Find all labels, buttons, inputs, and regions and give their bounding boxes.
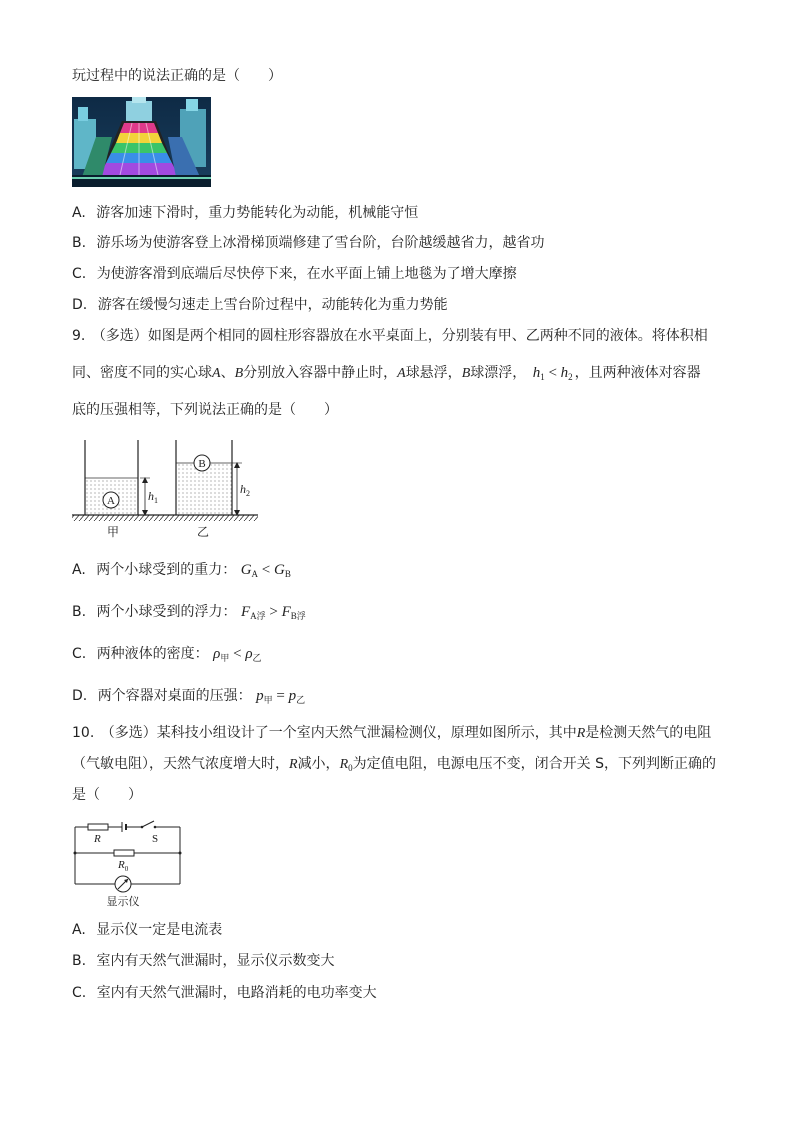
option-label: A. [72, 205, 86, 221]
meter-label: 显示仪 [106, 895, 140, 908]
svg-text:h2: $h_2$ [240, 482, 250, 498]
q8-stem-tail: 玩过程中的说法正确的是（ ） [72, 68, 282, 84]
option-text: 为使游客滑到底端后尽快停下来，在水平面上铺上地毯为了增大摩擦 [96, 266, 517, 282]
q9-option-b[interactable]: B. 两个小球受到的浮力： $F_{A浮} > F_{B浮}$ [72, 604, 306, 621]
q8-option-c[interactable] [72, 264, 517, 284]
q10-stem-line-3: 是（ ） [72, 787, 142, 803]
q10-option-b[interactable]: B. 室内有天然气泄漏时，显示仪示数变大 [72, 953, 335, 969]
q10-option-a[interactable]: A. 显示仪一定是电流表 [72, 922, 223, 938]
q9-option-c[interactable]: C. 两种液体的密度： $\rho_甲 < \rho_乙$ [72, 646, 262, 663]
svg-text:h1: $h_1$ [148, 489, 158, 505]
option-text: 游乐场为使游客登上冰滑梯顶端修建了雪台阶，台阶越缓越省力，越省功 [96, 235, 545, 251]
option-label: C. [72, 266, 87, 282]
q9-stem-line-1: 9. （多选）如图是两个相同的圆柱形容器放在水平桌面上，分别装有甲、乙两种不同的液体。将体积相 [72, 328, 708, 344]
switch-s-label: S [152, 833, 159, 845]
circuit-diagram [70, 814, 186, 910]
question-tag: （多选） [91, 328, 148, 344]
q9-stem-line-3: 底的压强相等，下列说法正确的是（ ） [72, 402, 338, 418]
resistor-r-label: R [94, 833, 101, 845]
container-label-left: 甲 [106, 525, 120, 539]
ice-slide-photo [72, 97, 211, 187]
ball-a-label: A [107, 495, 115, 507]
option-text: 游客在缓慢匀速走上雪台阶过程中，动能转化为重力势能 [97, 297, 448, 313]
ball-b-label: B [198, 458, 206, 470]
inequality-h1-h2: $h_1 < h_2$ [532, 365, 573, 382]
q10-option-c[interactable]: C. 室内有天然气泄漏时，电路消耗的电功率变大 [72, 985, 377, 1001]
containers-diagram [70, 436, 260, 542]
q9-option-a[interactable]: A. 两个小球受到的重力： $G_A < G_B$ [72, 562, 291, 579]
q8-option-d[interactable] [72, 295, 448, 315]
q10-stem-line-2: （气敏电阻），天然气浓度增大时，R减小，$R_0$为定值电阻，电源电压不变，闭合开关 S，下列判断正确的 [72, 756, 716, 773]
container-label-right: 乙 [196, 525, 210, 539]
q9-stem-line-2: 同、密度不同的实心球A、B分别放入容器中静止时，A球悬浮，B球漂浮， $h_1 < h_2$ ，且两种液体对容器 [72, 365, 701, 382]
q9-option-d[interactable]: D. 两个容器对桌面的压强： $p_甲 = p_乙$ [72, 688, 306, 705]
q8-option-a[interactable] [72, 203, 418, 223]
option-label: D. [72, 297, 88, 313]
svg-text:R0: $R_0$ [118, 859, 129, 873]
q8-option-b[interactable] [72, 233, 545, 253]
option-label: B. [72, 235, 87, 251]
question-number: 9. [72, 328, 86, 344]
option-text: 游客加速下滑时，重力势能转化为动能，机械能守恒 [96, 205, 419, 221]
q10-stem-line-1: 10. （多选）某科技小组设计了一个室内天然气泄漏检测仪，原理如图所示，其中R是检测天然气的电阻 [72, 725, 712, 741]
